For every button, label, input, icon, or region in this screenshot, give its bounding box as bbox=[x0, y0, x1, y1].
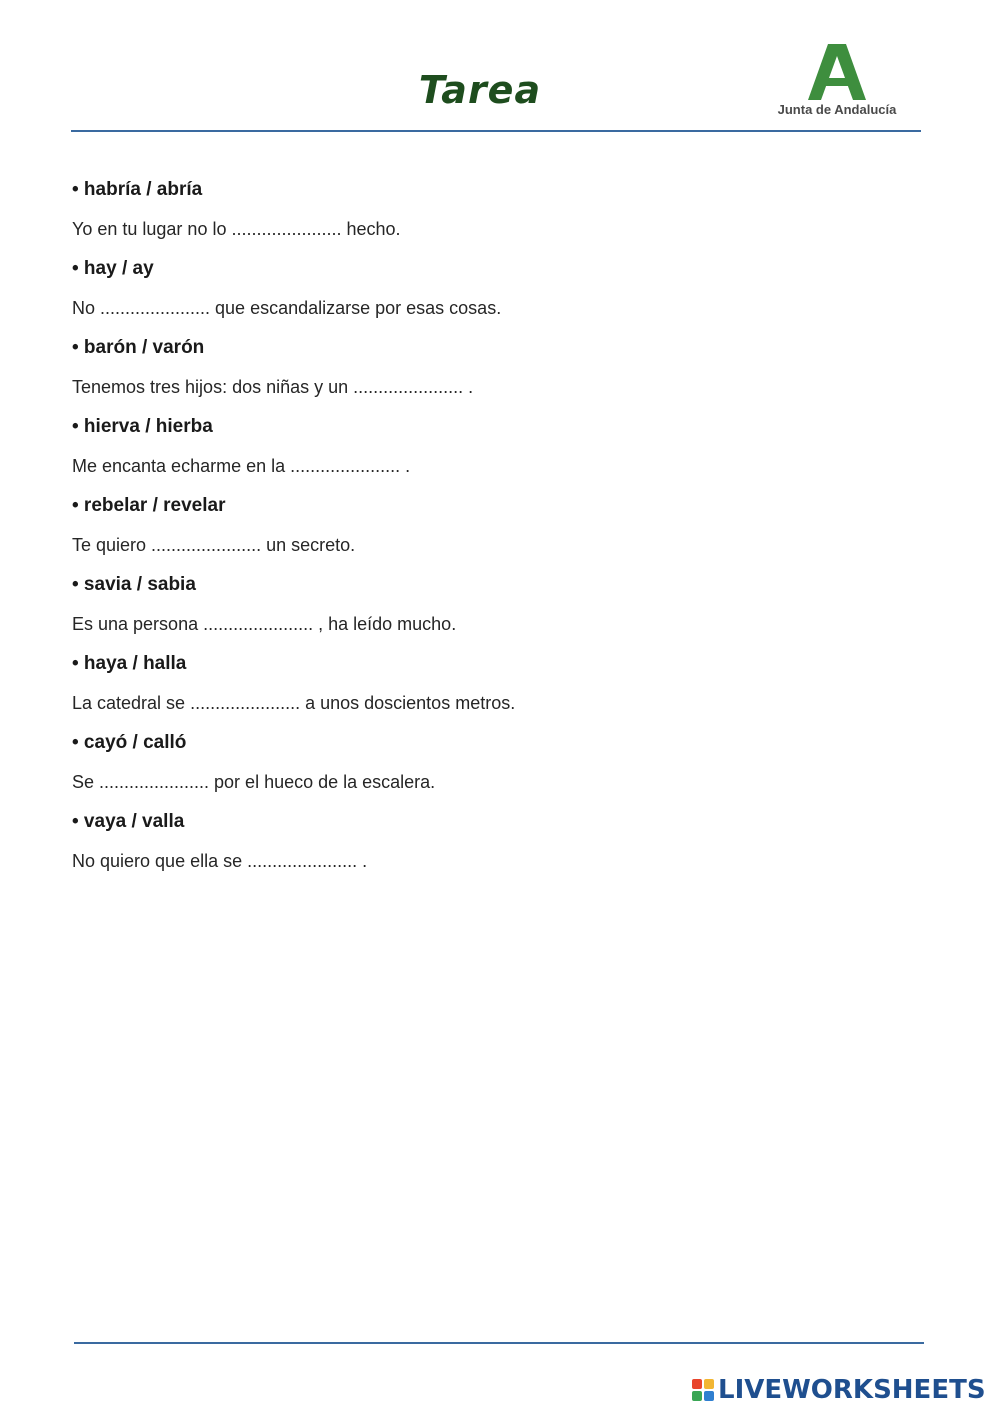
word-pair: • hierva / hierba bbox=[72, 416, 213, 437]
logo-text: Junta de Andalucía bbox=[777, 102, 897, 117]
fill-in-sentence: No quiero que ella se ...................... . bbox=[72, 851, 368, 871]
exercise-item bbox=[72, 413, 922, 480]
liveworksheets-text: LIVEWORKSHEETS bbox=[718, 1375, 986, 1405]
liveworksheets-brand bbox=[692, 1374, 986, 1406]
page-title: Tarea bbox=[418, 68, 542, 112]
exercise-item bbox=[72, 571, 922, 638]
fill-in-sentence: Es una persona ...................... , ha leído mucho. bbox=[72, 614, 457, 634]
word-pair: • barón / varón bbox=[72, 337, 205, 358]
fill-in-sentence: Te quiero ...................... un secreto. bbox=[72, 535, 356, 555]
word-pair: • habría / abría bbox=[72, 179, 203, 200]
header-divider bbox=[71, 130, 921, 132]
exercise-item bbox=[72, 729, 922, 796]
exercise-item bbox=[72, 255, 922, 322]
exercise-item bbox=[72, 334, 922, 401]
fill-in-sentence: Se ...................... por el hueco de la escalera. bbox=[72, 772, 436, 792]
fill-in-sentence: La catedral se ...................... a unos doscientos metros. bbox=[72, 693, 516, 713]
liveworksheets-icon bbox=[692, 1379, 714, 1401]
word-pair: • hay / ay bbox=[72, 258, 154, 279]
exercise-list bbox=[72, 176, 922, 887]
andalucia-a-icon bbox=[808, 44, 866, 100]
exercise-item bbox=[72, 650, 922, 717]
word-pair: • cayó / calló bbox=[72, 732, 187, 753]
exercise-item bbox=[72, 176, 922, 243]
word-pair: • vaya / valla bbox=[72, 811, 185, 832]
word-pair: • haya / halla bbox=[72, 653, 187, 674]
exercise-item bbox=[72, 808, 922, 875]
fill-in-sentence: Tenemos tres hijos: dos niñas y un ...................... . bbox=[72, 377, 474, 397]
junta-andalucia-logo bbox=[772, 44, 902, 120]
footer-divider bbox=[74, 1342, 924, 1344]
word-pair: • savia / sabia bbox=[72, 574, 196, 595]
fill-in-sentence: Yo en tu lugar no lo ...................... hecho. bbox=[72, 219, 401, 239]
word-pair: • rebelar / revelar bbox=[72, 495, 226, 516]
fill-in-sentence: No ...................... que escandalizarse por esas cosas. bbox=[72, 298, 502, 318]
fill-in-sentence: Me encanta echarme en la ...................... . bbox=[72, 456, 411, 476]
exercise-item bbox=[72, 492, 922, 559]
